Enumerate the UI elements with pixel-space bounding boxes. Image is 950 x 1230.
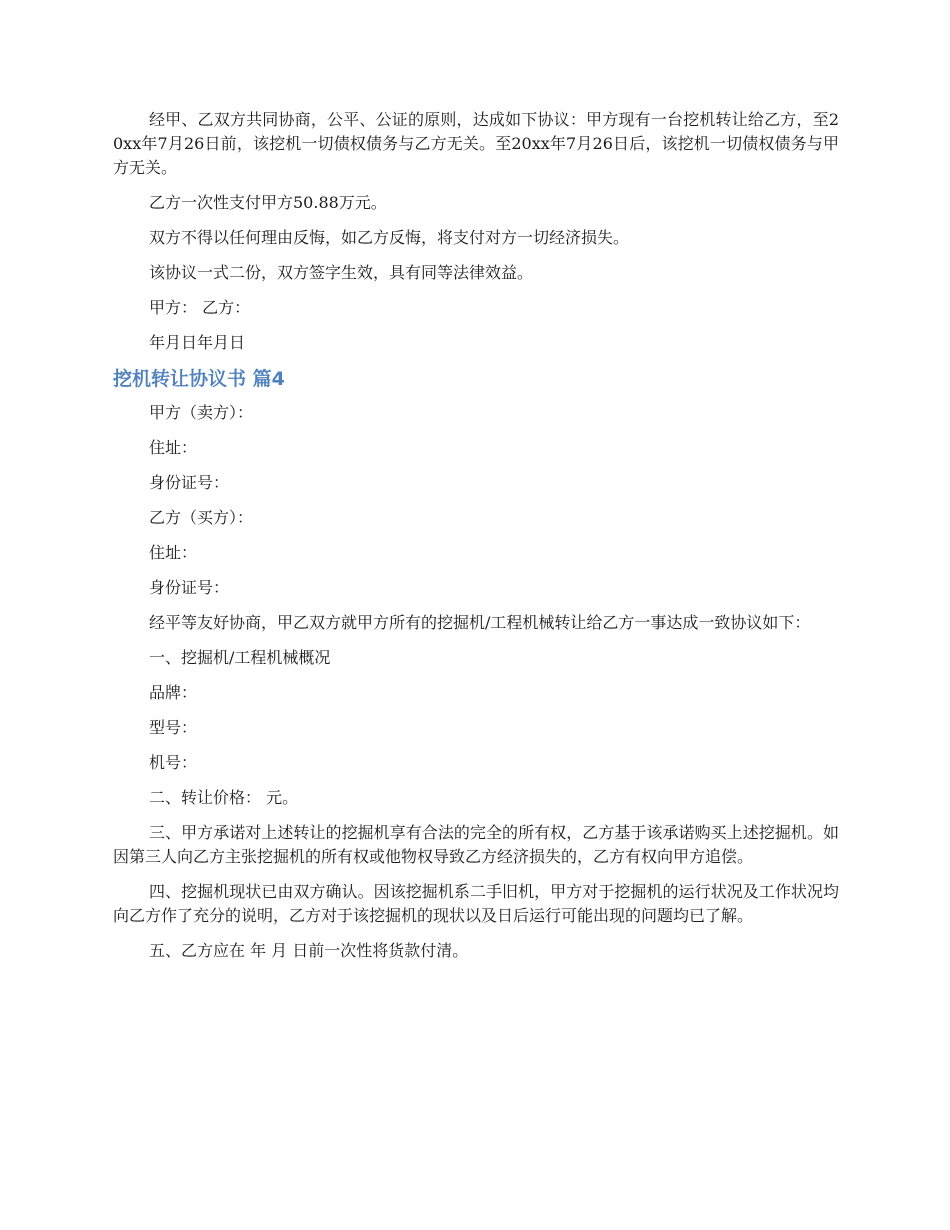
section-heading: 挖机转让协议书 篇4: [113, 368, 285, 390]
paragraph-copies: 该协议一式二份，双方签字生效，具有同等法律效益。: [149, 263, 534, 282]
paragraph-clause-3: 三、甲方承诺对上述转让的挖掘机享有合法的完全的所有权，乙方基于该承诺购买上述挖掘机。如因第三人向乙方主张挖掘机的所有权或他物权导致乙方经济损失的，乙方有权向甲方追偿。: [113, 823, 839, 866]
paragraph-machine-number: 机号：: [149, 753, 198, 772]
paragraph-party-b: 乙方（买方）：: [149, 508, 254, 527]
paragraph-party-a-address: 住址：: [149, 438, 198, 457]
paragraph-clause-2: 二、转让价格： 元。: [149, 788, 299, 807]
paragraph-brand: 品牌：: [149, 683, 198, 702]
paragraph-agreement-terms: 经甲、乙双方共同协商，公平、公证的原则，达成如下协议：甲方现有一台挖机转让给乙方，至20xx年7月26日前，该挖机一切债权债务与乙方无关。至20xx年7月26日后，该挖机一切债权债务与甲方无关。: [113, 110, 839, 177]
paragraph-preamble: 经平等友好协商，甲乙双方就甲方所有的挖掘机/工程机械转让给乙方一事达成一致协议如下：: [149, 613, 811, 632]
paragraph-no-regret: 双方不得以任何理由反悔，如乙方反悔，将支付对方一切经济损失。: [149, 228, 630, 247]
paragraph-clause-5: 五、乙方应在 年 月 日前一次性将货款付清。: [149, 941, 469, 960]
paragraph-dates: 年月日年月日: [149, 333, 246, 352]
paragraph-clause-1: 一、挖掘机/工程机械概况: [149, 648, 331, 667]
paragraph-party-b-id: 身份证号：: [149, 578, 230, 597]
paragraph-party-a-id: 身份证号：: [149, 473, 230, 492]
document-page: [113, 108, 839, 974]
paragraph-party-a: 甲方（卖方）：: [149, 403, 254, 422]
paragraph-payment: 乙方一次性支付甲方50.88万元。: [149, 193, 387, 212]
paragraph-party-b-address: 住址：: [149, 543, 198, 562]
paragraph-model: 型号：: [149, 718, 198, 737]
paragraph-clause-4: 四、挖掘机现状已由双方确认。因该挖掘机系二手旧机，甲方对于挖掘机的运行状况及工作状况均向乙方作了充分的说明，乙方对于该挖掘机的现状以及日后运行可能出现的问题均已了解。: [113, 882, 839, 925]
paragraph-signatures: 甲方： 乙方：: [149, 298, 251, 317]
